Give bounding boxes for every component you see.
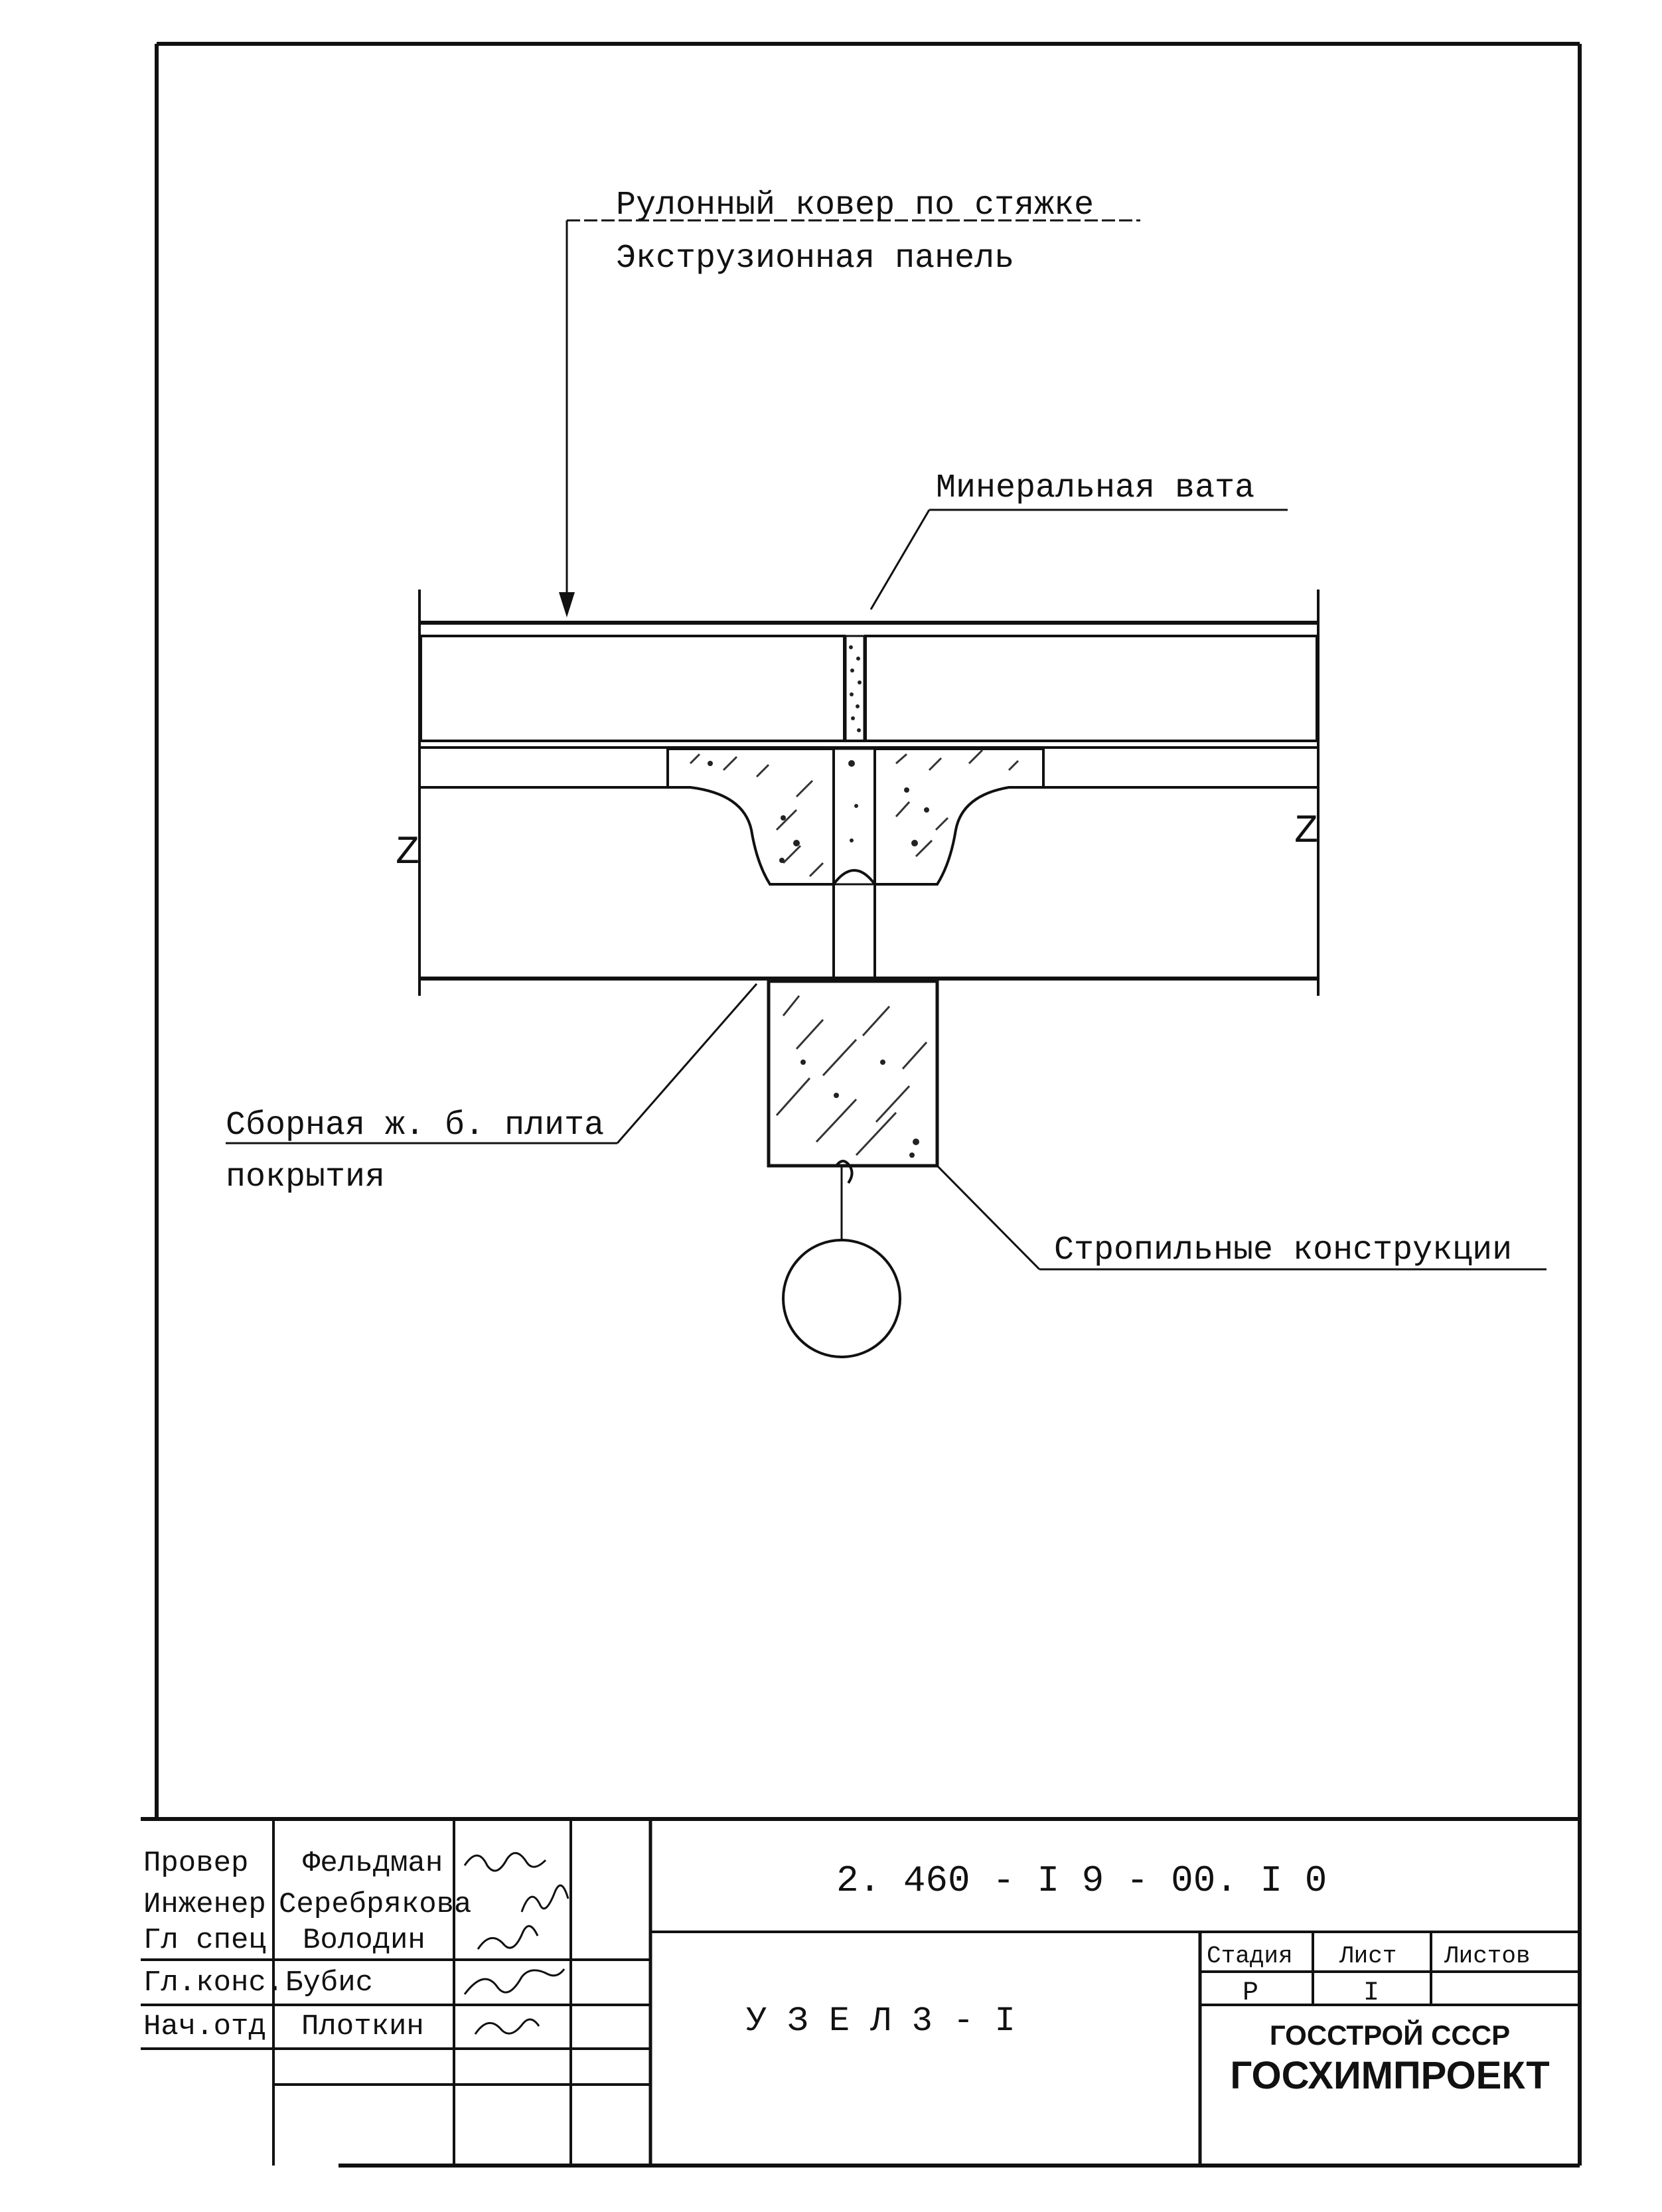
callout-rafter [937,1166,1547,1269]
precast-slab-label-1: Сборная ж. б. плита [226,1107,605,1145]
staff-name: Володин [303,1924,425,1957]
staff-role: Нач.отд [143,2010,266,2043]
staff-table [143,1847,471,2043]
grout-fill-right [875,749,1043,884]
title-block [141,1819,1580,2166]
node-title: У З Е Л 3 - I [746,2002,1016,2041]
sheets-header: Листов [1444,1942,1531,1970]
mineral-wool-label: Минеральная вата [936,469,1255,507]
callout-precast-slab [226,984,757,1196]
central-joint [834,749,875,884]
node-circle [783,1240,900,1357]
staff-name: Бубис [285,1966,374,2000]
stage-value: Р [1243,1978,1259,2008]
org-line-2: ГОСХИМПРОЕКТ [1230,2054,1550,2097]
document-code: 2. 460 - I 9 - 00. I 0 [836,1859,1327,1902]
mineral-wool-dots [849,645,862,732]
callout-roll-cover [559,187,1140,617]
rafter-label: Стропильные конструкции [1054,1231,1513,1269]
signatures [465,1853,568,2034]
grout-fill-left [668,749,834,884]
extrusion-panel-label: Экструзионная панель [616,240,1015,277]
staff-name: Плоткин [301,2010,424,2043]
sheet-header: Лист [1339,1942,1397,1970]
extrusion-panel-right [866,636,1317,741]
staff-role: Гл.конс. [143,1966,284,2000]
staff-role: Провер [143,1847,249,1880]
staff-name: Фельдман [303,1847,443,1880]
rafter-structure [769,981,937,1166]
rafter-hatching [777,996,927,1158]
org-line-1: ГОССТРОЙ СССР [1269,2019,1511,2051]
break-mark-left: Z [396,830,420,876]
callout-mineral-wool [871,469,1288,609]
node-marker [783,1166,900,1357]
break-mark-right: Z [1294,809,1319,854]
roll-cover-label: Рулонный ковер по стяжке [616,187,1095,224]
staff-name: Серебрякова [279,1888,472,1921]
roof-section [396,590,1318,1183]
grout-hatching [690,750,1018,876]
sheet-value: I [1363,1978,1380,2008]
extrusion-panel-left [421,636,844,741]
mineral-wool-joint [846,636,864,741]
stage-header: Стадия [1207,1942,1293,1970]
staff-role: Инженер [143,1888,266,1921]
staff-role: Гл спец [143,1924,266,1957]
precast-slab-label-2: покрытия [226,1158,386,1196]
